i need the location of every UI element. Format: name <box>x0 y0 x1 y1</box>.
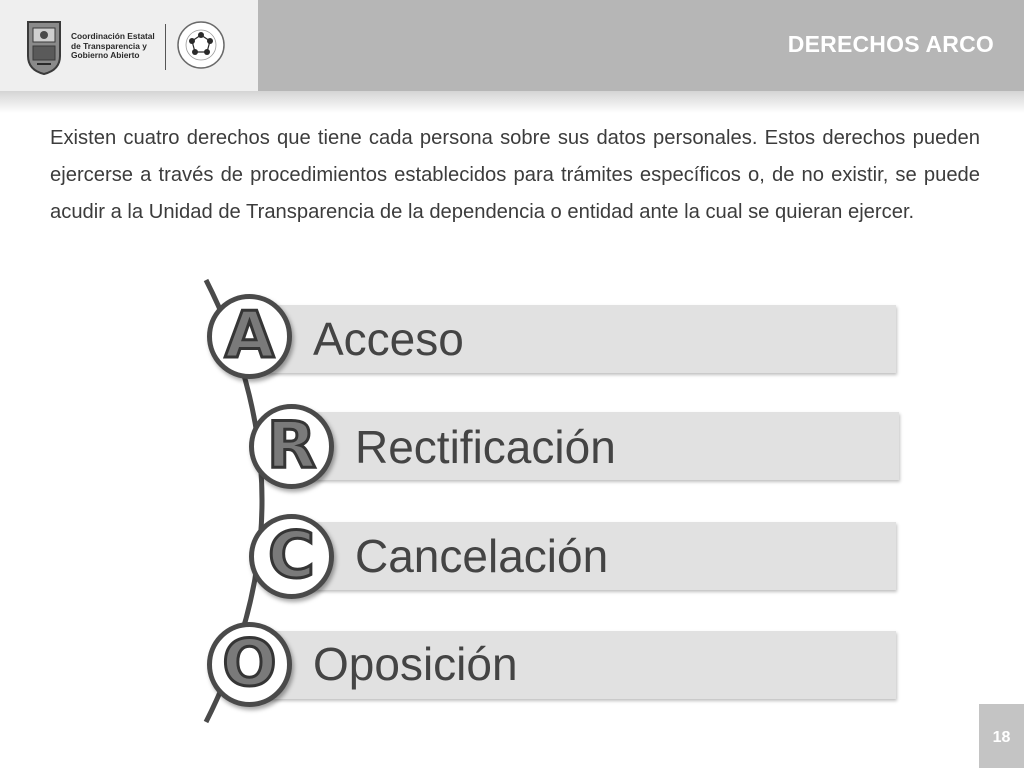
org-name <box>71 32 163 61</box>
right-label-opposition: Oposición <box>313 638 518 690</box>
right-letter-rectification: R <box>249 404 334 489</box>
transparency-seal-icon <box>176 20 226 70</box>
right-label-rectification: Rectificación <box>355 421 616 473</box>
org-name-line: Gobierno Abierto <box>71 50 140 61</box>
org-name-line: Coordinación Estatal <box>71 31 155 41</box>
state-crest-icon <box>25 18 63 76</box>
right-letter-cancellation: C <box>249 514 334 599</box>
page-title: DERECHOS ARCO <box>787 31 994 57</box>
header-logo-area <box>0 0 258 91</box>
right-label-access: Acceso <box>313 313 464 365</box>
logo-divider <box>165 24 166 70</box>
right-letter-access: A <box>207 294 292 379</box>
org-name-line: de Transparencia y <box>71 40 147 51</box>
page-number: 18 <box>979 704 1024 768</box>
header-shadow <box>0 91 1024 113</box>
right-label-cancellation: Cancelación <box>355 530 609 582</box>
right-letter-opposition: O <box>207 622 292 707</box>
intro-paragraph: Existen cuatro derechos que tiene cada persona sobre sus datos personales. Estos derechos pueden ejercerse a través de procedimientos establecidos para trámites específicos o, de no existir, se puede acudir a la Unidad de Transparencia de la dependencia o entidad ante la cual se quieran ejercer. <box>50 127 980 223</box>
